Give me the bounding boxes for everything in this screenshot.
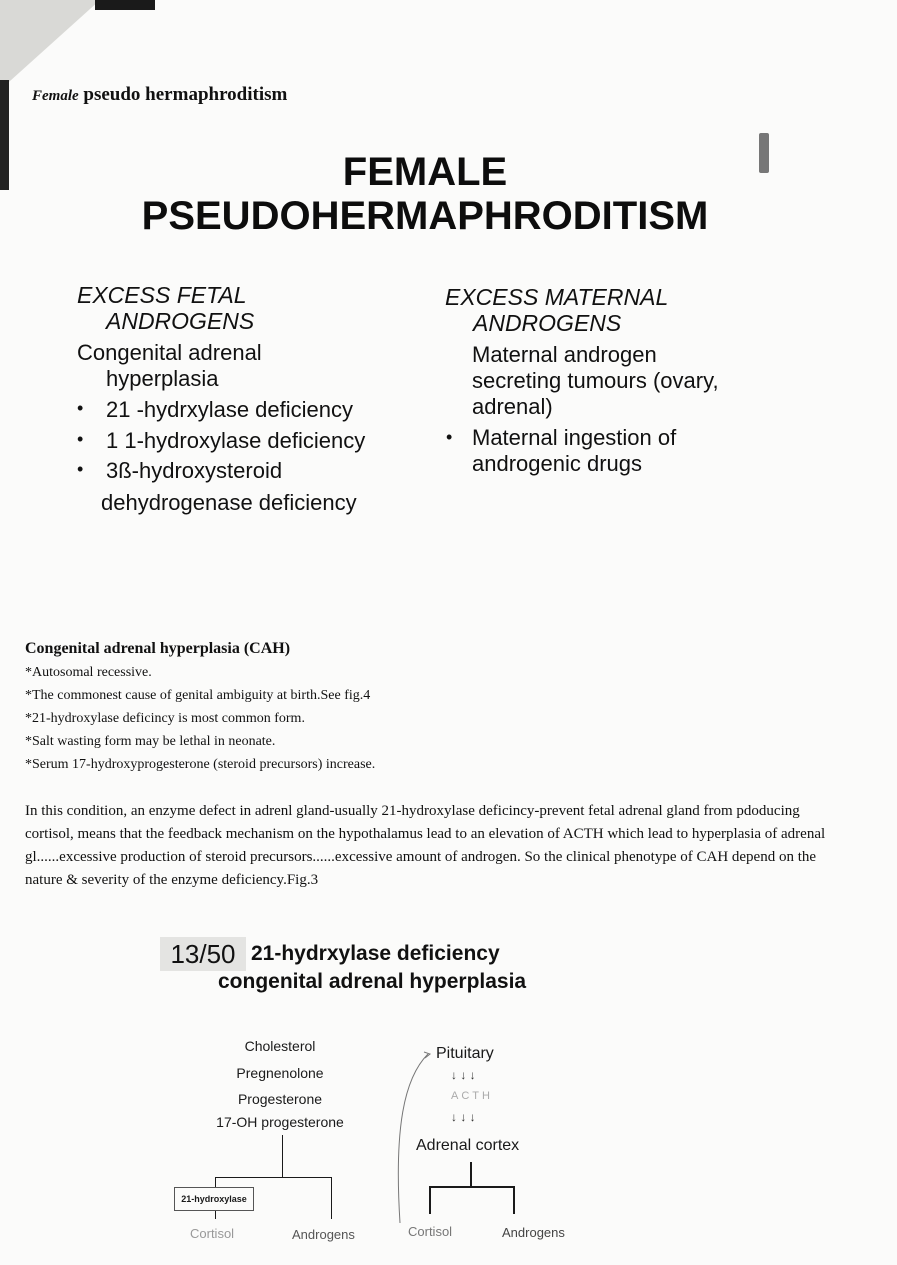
right-bullet-1-continuation: androgenic drugs [472,451,643,476]
down-arrows-icon: ↓ ↓ ↓ [451,1068,476,1082]
page-corner-shadow [0,0,100,90]
adrenal-line [470,1162,472,1187]
cortisol-label: Cortisol [408,1224,453,1239]
left-heading-2: ANDROGENS [106,308,255,334]
right-heading-1: EXCESS MATERNAL [445,284,669,310]
left-intro-2: hyperplasia [106,366,219,391]
scan-edge-top [95,0,155,10]
pathway-line [282,1135,283,1177]
adrenal-line [513,1186,515,1214]
cah-point: *Serum 17-hydroxyprogesterone (steroid precursors) increase. [25,757,376,772]
bullet-dot: • [77,429,84,449]
left-intro-1: Congenital adrenal [77,340,262,365]
pituitary-label: Pituitary [436,1045,494,1062]
explanation-paragraph: In this condition, an enzyme defect in adrenl gland-usually 21-hydroxylase deficincy-prevent fetal adrenal gland from pdoducing cortisol, means that the feedback mechanism on the hypothalamus lead to an elevation of ACTH which lead to hyperplasia of adrenal gl......excessive production of steroid precursors......excessive amount of androgen. So the clinical phenotype of CAH depend on the nature & severity of the enzyme deficiency.Fig.3 [25,803,826,888]
right-intro-1: Maternal androgen [472,342,657,367]
acth-label: ACTH [451,1090,493,1102]
cortisol-label: Cortisol [190,1226,235,1241]
running-head-prefix: Female [32,88,79,104]
page-title [0,150,850,238]
pathway-step: 17-OH progesterone [216,1114,344,1130]
cah-heading: Congenital adrenal hyperplasia (CAH) [25,640,291,657]
right-heading-2: ANDROGENS [473,310,622,336]
figure-title-1: 21-hydrxylase deficiency [251,942,500,965]
left-bullet-3: 3ß-hydroxysteroid [106,458,283,483]
bullet-dot: • [446,427,453,447]
pathway-step: Pregnenolone [236,1065,324,1081]
androgens-label: Androgens [502,1225,565,1240]
bullet-dot: • [77,398,84,418]
left-bullet-2: 1 1-hydroxylase deficiency [106,428,366,453]
figure-title-2: congenital adrenal hyperplasia [218,970,527,993]
pathway-line [215,1177,332,1178]
adrenal-line [429,1186,515,1188]
pathway-step: Cholesterol [244,1038,316,1054]
enzyme-block-box: 21-hydroxylase [174,1187,254,1211]
title-line-2: PSEUDOHERMAPHRODITISM [141,194,709,238]
down-arrows-icon: ↓ ↓ ↓ [451,1110,476,1124]
bullet-dot: • [77,459,84,479]
left-bullet-1: 21 -hydrxylase deficiency [106,397,354,422]
pathway-step: Progesterone [237,1091,323,1107]
running-head-rest: pseudo hermaphroditism [83,84,288,105]
pathway-line [331,1177,332,1219]
right-bullet-1: Maternal ingestion of [472,425,677,450]
left-heading-1: EXCESS FETAL [77,282,247,308]
cah-point: *Autosomal recessive. [25,665,152,680]
slide-number-badge: 13/50 [160,937,246,971]
cah-point: *The commonest cause of genital ambiguity at birth.See fig.4 [25,688,371,703]
androgens-label: Androgens [292,1227,355,1242]
title-line-1: FEMALE [342,150,508,194]
cah-point: *21-hydroxylase deficincy is most common form. [25,711,305,726]
right-intro-3: adrenal) [472,394,553,419]
right-intro-2: secreting tumours (ovary, [472,368,719,393]
cah-point: *Salt wasting form may be lethal in neonate. [25,734,276,749]
running-head [32,84,287,106]
adrenal-cortex-label: Adrenal cortex [416,1137,520,1154]
adrenal-line [429,1186,431,1214]
left-bullet-3-continuation: dehydrogenase deficiency [101,490,357,515]
